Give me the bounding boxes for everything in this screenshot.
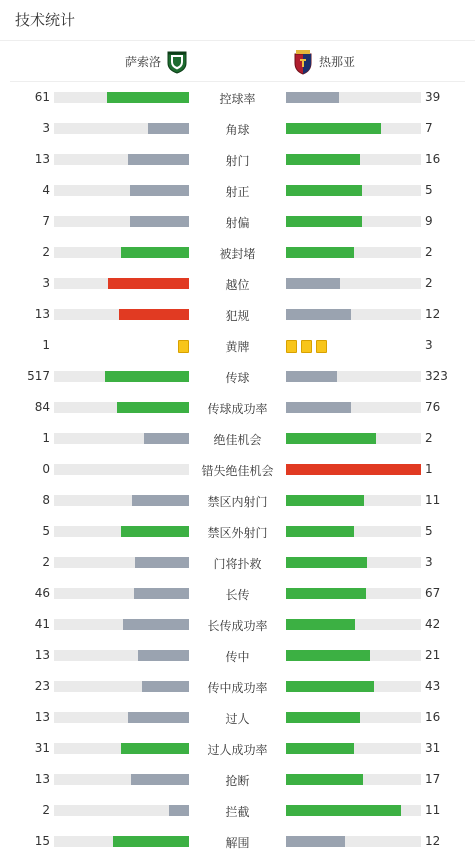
home-stat-bar (54, 402, 189, 413)
home-stat-bar-fill (144, 433, 189, 444)
away-stat-bar-fill (286, 154, 360, 165)
home-stat-value: 13 (34, 710, 50, 724)
home-stat-bar (54, 92, 189, 103)
stat-row (0, 330, 475, 361)
away-stat-bar-fill (286, 495, 364, 506)
away-stat-value: 67 (425, 586, 441, 600)
stat-label: 禁区外射门 (207, 526, 268, 540)
home-stat-bar (54, 433, 189, 444)
away-stat-value: 2 (425, 276, 433, 290)
away-stat-bar-fill (286, 278, 340, 289)
home-stat-bar-fill (131, 774, 189, 785)
stat-label: 长传成功率 (207, 619, 268, 633)
away-stat-bar-fill (286, 681, 374, 692)
home-stat-bar-fill (169, 805, 189, 816)
stat-row (0, 733, 475, 764)
away-stat-value: 9 (425, 214, 433, 228)
stat-label: 传中成功率 (207, 681, 268, 695)
home-stat-bar (54, 154, 189, 165)
away-stat-value: 17 (425, 772, 441, 786)
home-stat-value: 8 (42, 493, 50, 507)
away-stat-bar-fill (286, 309, 351, 320)
away-stat-bar-fill (286, 216, 362, 227)
stat-row (0, 454, 475, 485)
home-stat-value: 46 (34, 586, 50, 600)
away-stat-bar (286, 557, 421, 568)
yellow-card-icon (301, 340, 312, 353)
stat-row (0, 82, 475, 113)
home-stat-bar (54, 216, 189, 227)
away-stat-value: 16 (425, 710, 441, 724)
away-stat-value: 323 (425, 369, 448, 383)
away-stat-value: 1 (425, 462, 433, 476)
stat-label: 黄牌 (225, 340, 250, 354)
stat-row (0, 578, 475, 609)
away-stat-bar (286, 185, 421, 196)
home-stat-bar (54, 836, 189, 847)
stat-label: 传球 (225, 371, 250, 385)
home-stat-value: 4 (42, 183, 50, 197)
home-stat-bar-fill (134, 588, 189, 599)
home-yellow-cards (54, 340, 189, 352)
home-stat-bar-fill (130, 185, 189, 196)
home-stat-value: 13 (34, 648, 50, 662)
home-stat-bar (54, 464, 189, 475)
stat-label: 犯规 (225, 309, 250, 323)
stat-label: 射正 (225, 185, 250, 199)
away-stat-bar-fill (286, 743, 354, 754)
home-stat-bar-fill (135, 557, 189, 568)
home-stat-bar (54, 185, 189, 196)
away-stat-value: 16 (425, 152, 441, 166)
away-stat-value: 2 (425, 245, 433, 259)
stat-row (0, 144, 475, 175)
stat-label: 错失绝佳机会 (201, 464, 274, 478)
away-stat-value: 21 (425, 648, 441, 662)
away-stat-bar (286, 650, 421, 661)
stat-row (0, 764, 475, 795)
home-stat-value: 3 (42, 276, 50, 290)
stat-row (0, 175, 475, 206)
genoa-crest-icon (292, 49, 314, 75)
home-stat-value: 2 (42, 555, 50, 569)
divider (0, 40, 475, 41)
away-stat-bar-fill (286, 371, 337, 382)
home-stat-bar (54, 247, 189, 258)
away-stat-bar-fill (286, 557, 367, 568)
away-stat-bar (286, 309, 421, 320)
home-stat-bar-fill (128, 712, 189, 723)
away-stat-bar (286, 588, 421, 599)
home-stat-bar-fill (121, 526, 189, 537)
home-stat-bar (54, 371, 189, 382)
away-yellow-cards (286, 340, 421, 352)
home-stat-bar-fill (130, 216, 189, 227)
away-stat-bar-fill (286, 526, 354, 537)
stat-row (0, 547, 475, 578)
away-stat-bar (286, 743, 421, 754)
away-stat-bar-fill (286, 92, 339, 103)
stat-row (0, 361, 475, 392)
away-stat-bar-fill (286, 650, 370, 661)
stat-row (0, 392, 475, 423)
away-stat-bar (286, 805, 421, 816)
home-stat-value: 31 (34, 741, 50, 755)
stat-label: 抢断 (225, 774, 250, 788)
yellow-card-icon (178, 340, 189, 353)
home-stat-bar (54, 278, 189, 289)
stat-label: 长传 (225, 588, 250, 602)
stat-row (0, 609, 475, 640)
stat-row (0, 237, 475, 268)
home-stat-value: 517 (27, 369, 50, 383)
home-stat-bar-fill (117, 402, 189, 413)
away-stat-value: 43 (425, 679, 441, 693)
home-stat-bar (54, 588, 189, 599)
away-stat-bar-fill (286, 247, 354, 258)
away-stat-bar-fill (286, 774, 363, 785)
home-team-name: 萨索洛 (124, 55, 161, 69)
away-stat-bar (286, 433, 421, 444)
away-stat-bar (286, 154, 421, 165)
home-stat-bar-fill (113, 836, 189, 847)
stat-row (0, 826, 475, 857)
home-stat-bar (54, 712, 189, 723)
home-stat-bar (54, 123, 189, 134)
stat-label: 射门 (225, 154, 250, 168)
away-stat-bar (286, 92, 421, 103)
home-stat-bar-fill (142, 681, 189, 692)
away-stat-bar-fill (286, 402, 351, 413)
home-stat-value: 2 (42, 803, 50, 817)
away-stat-value: 42 (425, 617, 441, 631)
home-stat-value: 5 (42, 524, 50, 538)
stat-label: 禁区内射门 (207, 495, 268, 509)
home-stat-bar-fill (132, 495, 189, 506)
page-title: 技术统计 (15, 11, 76, 29)
stat-label: 过人 (225, 712, 250, 726)
home-stat-bar-fill (121, 247, 189, 258)
home-stat-bar-fill (138, 650, 189, 661)
stat-row (0, 206, 475, 237)
home-stat-bar (54, 743, 189, 754)
away-stat-bar (286, 836, 421, 847)
home-stat-bar-fill (119, 309, 189, 320)
stat-row (0, 268, 475, 299)
away-stat-bar-fill (286, 805, 401, 816)
stat-label: 传中 (225, 650, 250, 664)
stat-row (0, 485, 475, 516)
stat-label: 控球率 (219, 92, 256, 106)
stat-row (0, 702, 475, 733)
home-stat-value: 84 (34, 400, 50, 414)
away-stat-value: 11 (425, 803, 441, 817)
away-stat-bar (286, 402, 421, 413)
away-stat-bar (286, 712, 421, 723)
home-stat-bar-fill (121, 743, 189, 754)
stat-row (0, 795, 475, 826)
home-stat-value: 15 (34, 834, 50, 848)
home-stat-bar (54, 774, 189, 785)
home-stat-bar (54, 619, 189, 630)
home-stat-value: 1 (42, 338, 50, 352)
away-stat-value: 5 (425, 183, 433, 197)
home-stat-bar-fill (123, 619, 189, 630)
stat-row (0, 671, 475, 702)
home-stat-value: 61 (34, 90, 50, 104)
away-team-name: 热那亚 (319, 55, 356, 69)
away-stat-value: 7 (425, 121, 433, 135)
home-stat-value: 0 (42, 462, 50, 476)
home-stat-value: 13 (34, 772, 50, 786)
home-stat-bar (54, 495, 189, 506)
away-stat-bar (286, 371, 421, 382)
yellow-card-icon (286, 340, 297, 353)
away-stat-value: 3 (425, 338, 433, 352)
away-stat-bar (286, 216, 421, 227)
away-stat-bar-fill (286, 588, 366, 599)
home-stat-value: 13 (34, 152, 50, 166)
away-stat-bar (286, 681, 421, 692)
away-stat-bar (286, 123, 421, 134)
home-stat-value: 3 (42, 121, 50, 135)
home-stat-value: 1 (42, 431, 50, 445)
home-stat-value: 23 (34, 679, 50, 693)
away-stat-bar-fill (286, 712, 360, 723)
away-stat-bar-fill (286, 464, 421, 475)
yellow-card-icon (316, 340, 327, 353)
stat-label: 被封堵 (219, 247, 256, 261)
away-stat-bar-fill (286, 619, 355, 630)
away-stat-bar (286, 464, 421, 475)
stat-row (0, 299, 475, 330)
stat-label: 射偏 (225, 216, 250, 230)
away-stat-value: 3 (425, 555, 433, 569)
away-stat-value: 39 (425, 90, 441, 104)
away-stat-bar (286, 278, 421, 289)
away-stat-value: 76 (425, 400, 441, 414)
away-stat-value: 12 (425, 307, 441, 321)
away-stat-bar (286, 526, 421, 537)
stat-label: 角球 (225, 123, 250, 137)
stat-row (0, 516, 475, 547)
sassuolo-crest-icon (166, 50, 188, 74)
away-stat-bar (286, 774, 421, 785)
stat-label: 门将扑救 (213, 557, 262, 571)
home-stat-bar-fill (107, 92, 189, 103)
away-stat-bar-fill (286, 836, 345, 847)
away-stat-value: 12 (425, 834, 441, 848)
stat-row (0, 640, 475, 671)
home-stat-bar-fill (108, 278, 189, 289)
home-stat-bar-fill (148, 123, 189, 134)
home-stat-bar (54, 526, 189, 537)
away-stat-bar (286, 619, 421, 630)
stat-row (0, 113, 475, 144)
away-stat-value: 31 (425, 741, 441, 755)
away-stat-value: 5 (425, 524, 433, 538)
away-stat-bar-fill (286, 433, 376, 444)
home-stat-value: 7 (42, 214, 50, 228)
home-stat-bar (54, 650, 189, 661)
home-stat-bar (54, 805, 189, 816)
stat-label: 传球成功率 (207, 402, 268, 416)
away-stat-bar (286, 495, 421, 506)
home-stat-value: 13 (34, 307, 50, 321)
home-stat-value: 2 (42, 245, 50, 259)
away-stat-bar-fill (286, 123, 381, 134)
away-stat-bar (286, 247, 421, 258)
away-stat-bar-fill (286, 185, 362, 196)
home-stat-bar (54, 309, 189, 320)
stat-label: 拦截 (225, 805, 250, 819)
stat-row (0, 423, 475, 454)
teams-header (0, 45, 475, 77)
home-stat-bar (54, 557, 189, 568)
stat-label: 绝佳机会 (213, 433, 262, 447)
away-stat-value: 2 (425, 431, 433, 445)
home-stat-bar-fill (128, 154, 189, 165)
home-stat-bar-fill (105, 371, 189, 382)
stat-label: 过人成功率 (207, 743, 268, 757)
home-stat-bar (54, 681, 189, 692)
stat-label: 解围 (225, 836, 250, 850)
away-stat-value: 11 (425, 493, 441, 507)
home-stat-value: 41 (34, 617, 50, 631)
stat-label: 越位 (225, 278, 250, 292)
